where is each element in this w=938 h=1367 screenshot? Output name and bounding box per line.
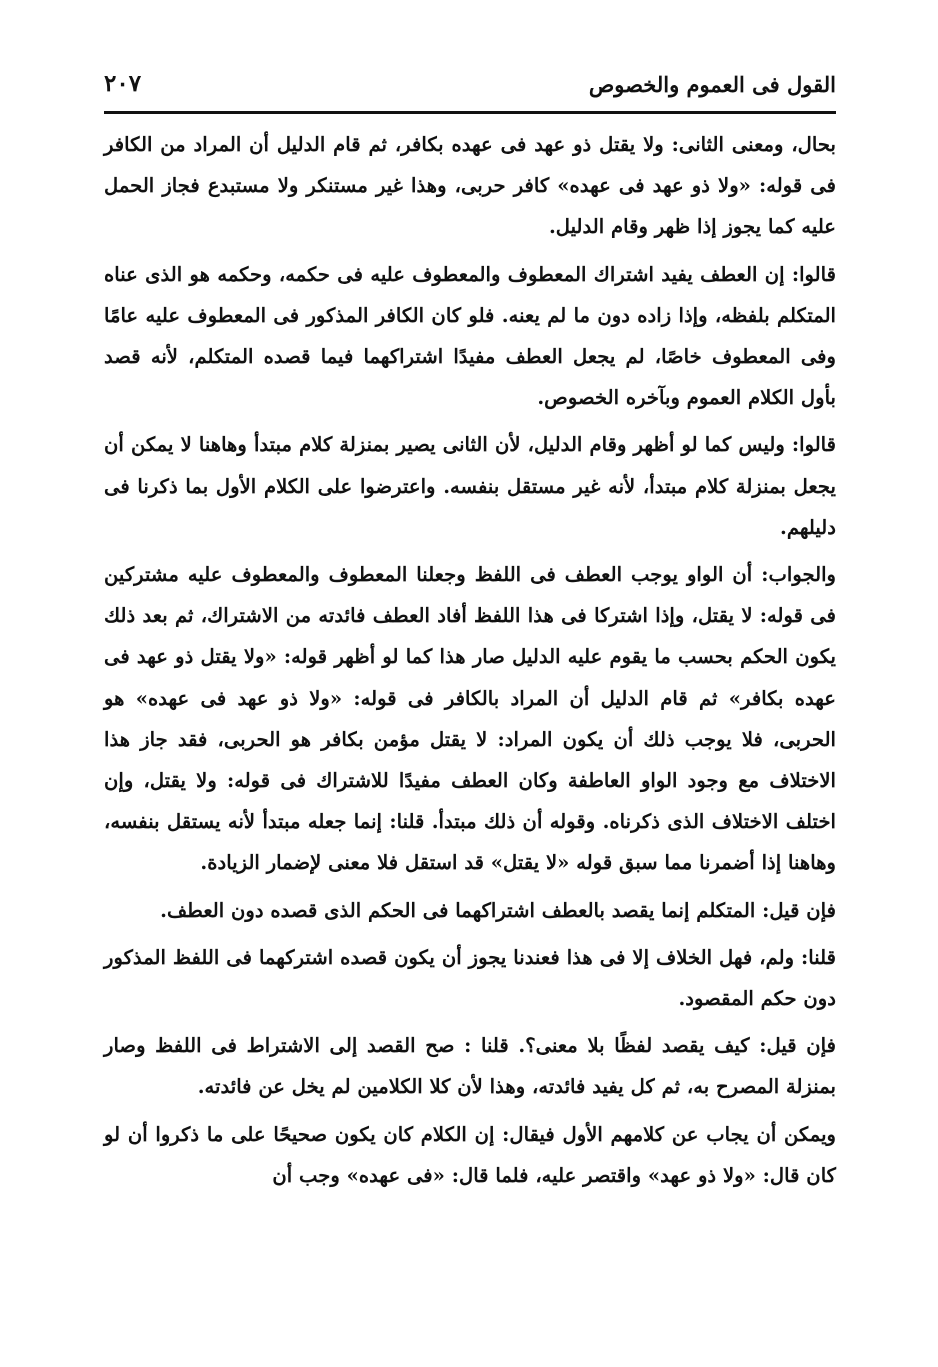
paragraph: قالوا: وليس كما لو أظهر وقام الدليل، لأن الثانى يصير بمنزلة كلام مبتدأ وهاهنا لا يمكن أن يجعل بمنزلة كلام مبتدأ، لأنه غير مستقل بنفسه. واعترضوا على الكلام الأول بما ذكرنا فى دليلهم. (104, 433, 836, 539)
paragraph: فإن قيل: المتكلم إنما يقصد بالعطف اشتراكهما فى الحكم الذى قصده دون العطف. (160, 898, 836, 922)
paragraph: ويمكن أن يجاب عن كلامهم الأول فيقال: إن الكلام كان يكون صحيحًا على ما ذكروا أن لو كان قال: «ولا ذو عهد» واقتصر عليه، فلما قال: «فى عهده» وجب أن (104, 1122, 836, 1187)
paragraph: فإن قيل: كيف يقصد لفظًا بلا معنى؟. قلنا : صح القصد إلى الاشتراط فى اللفظ وصار بمنزلة المصرح به، ثم كل يفيد فائدته، وهذا لأن كلا الكلامين لم يخل عن فائدته. (104, 1034, 836, 1099)
page-number: ٢٠٧ (104, 70, 142, 97)
page-body (104, 124, 836, 1202)
paragraph: قالوا: إن العطف يفيد اشتراك المعطوف والمعطوف عليه فى حكمه، وحكمه هو الذى عناه المتكلم بلفظه، وإذا زاده دون ما لم يعنه. فلو كان الكافر المذكور فى المعطوف عليه عامًا وفى المعطوف خاصًا، لم يجعل العطف مفيدًا اشتراكهما فيما قصده المتكلم، لأنه قصد بأول الكلام العموم وبآخره الخصوص. (104, 262, 836, 410)
paragraph: بحال، ومعنى الثانى: ولا يقتل ذو عهد فى عهده بكافر، ثم قام الدليل أن المراد من الكافر فى قوله: «ولا ذو عهد فى عهده» كافر حربى، وهذا غير مستنكر ولا مستبدع فجاز الحمل عليه كما يجوز إذا ظهر وقام الدليل. (104, 133, 836, 239)
header-divider (104, 111, 836, 114)
page-header (104, 68, 836, 108)
running-title: القول فى العموم والخصوص (588, 72, 836, 97)
paragraph: قلنا: ولم، فهل الخلاف إلا فى هذا فعندنا يجوز أن يكون قصده اشتركهما فى اللفظ المذكور دون حكم المقصود. (104, 945, 836, 1011)
paragraph: والجواب: أن الواو يوجب العطف فى اللفظ وجعلنا المعطوف والمعطوف عليه مشتركين فى قوله: لا يقتل، وإذا اشتركا فى هذا اللفظ أفاد العطف فائدته من الاشتراك، ثم بعد ذلك يكون الحكم بحسب ما يقوم عليه الدليل صار هذا كما لو أظهر قوله: «ولا يقتل ذو عهد فى عهده بكافر» ثم قام الدليل أن المراد بالكافر فى قوله: «ولا ذو عهد فى عهده» هو الحربى، فلا يوجب ذلك أن يكون المراد: لا يقتل مؤمن بكافر هو الحربى، فقد جاز هذا الاختلاف مع وجود الواو العاطفة وكان العطف مفيدًا للاشتراك فى قوله: ولا يقتل، وإن اختلف الاختلاف الذى ذكرناه. وقوله أن ذلك مبتدأ. قلنا: إنما جعله مبتدأ لأنه يستقل بنفسه، وهاهنا إذا أضمرنا مما سبق قوله «لا يقتل» قد استقل فلا معنى لإضمار الزيادة. (104, 563, 836, 875)
